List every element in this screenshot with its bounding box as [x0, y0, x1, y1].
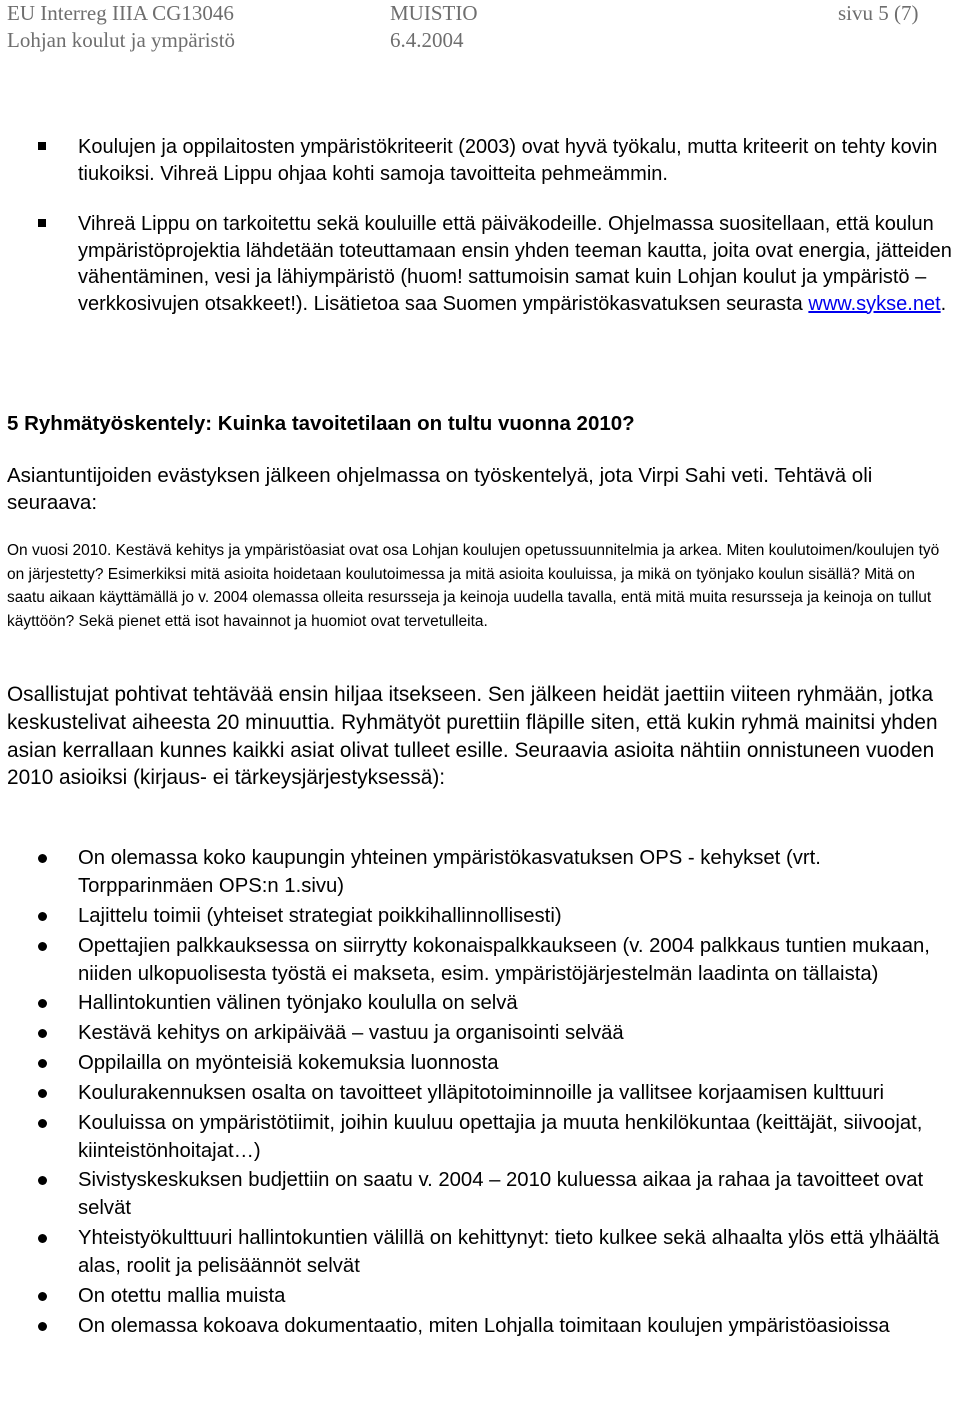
square-bullet-icon: [38, 142, 46, 150]
list-item: [38, 932, 954, 988]
list-item-text: Kouluissa on ympäristötiimit, joihin kuuluu opettajia ja muuta henkilökuntaa (keittäjät, siivoojat, kiinteistönhoitajat…): [78, 1111, 923, 1162]
square-bullet-icon: [38, 219, 46, 227]
section-heading: 5 Ryhmätyöskentely: Kuinka tavoitetilaan on tultu vuonna 2010?: [7, 412, 635, 435]
list-item-text: On otettu mallia muista: [78, 1284, 286, 1307]
body-paragraph: Osallistujat pohtivat tehtävää ensin hiljaa itsekseen. Sen jälkeen heidät jaettiin viiteen ryhmään, jotka keskustelivat aiheesta 20 minuuttia. Ryhmätyöt purettiin fläpille siten, että kukin ryhmä mainitsi yhden asian kerrallaan kunnes kaikki asiat olivat tulleet esille. Seuraavia asioita nähtiin onnistuneen vuoden 2010 asioiksi (kirjaus- ei tärkeysjärjestyksessä):: [7, 683, 938, 790]
list-item-text: On olemassa koko kaupungin yhteinen ympäristökasvatuksen OPS - kehykset (vrt. Torpparinmäen OPS:n 1.sivu): [78, 847, 821, 897]
list-item-text: Lajittelu toimii (yhteiset strategiat poikkihallinnollisesti): [78, 904, 562, 927]
list-item-text: Hallintokuntien välinen työnjako koululla on selvä: [78, 992, 518, 1015]
bullet-icon: [38, 942, 47, 951]
list-item-text: Sivistyskeskuksen budjettiin on saatu v. 2004 – 2010 kuluessa aikaa ja rahaa ja tavoitteet ovat selvät: [78, 1169, 924, 1220]
list-item-text: Opettajien palkkauksessa on siirrytty kokonaispalkkaukseen (v. 2004 palkkaus tuntien mukaan, niiden ulkopuolisesta työstä ei makseta, esim. ympäristöjärjestelmän laadinta on tällaista): [78, 934, 930, 985]
bullet-icon: [38, 1029, 47, 1038]
list-item: [38, 211, 954, 317]
bullet-icon: [38, 1176, 47, 1185]
bullet-icon: [38, 1292, 47, 1301]
task-description: On vuosi 2010. Kestävä kehitys ja ympäristöasiat ovat osa Lohjan koulujen opetussuunnitelmia ja arkea. Miten koulutoimen/koulujen työ on järjestetty? Esimerkiksi mitä asioita hoidetaan koulutoimessa ja mitä asioita kouluissa, ja mikä on työnjako koulun sisällä? Mitä on saatu aikaan käyttämällä jo v. 2004 olemassa olleita resursseja ja keinoja uudella tavalla, entä mitä muita resursseja ja keinoja on tullut käyttöön? Sekä pienet että isot havainnot ja huomiot ovat tervetulleita.: [7, 542, 940, 630]
list-item: [38, 1019, 954, 1047]
sykse-link[interactable]: www.sykse.net: [808, 292, 941, 315]
list-item: [38, 1312, 954, 1340]
header-page-number: sivu 5 (7): [838, 1, 919, 25]
list-item-text: Vihreä Lippu on tarkoitettu sekä kouluille että päiväkodeille. Ohjelmassa suositellaan, että koulun ympäristöprojektia lähdetään toteuttamaan ensin yhden teeman kautta, joita ovat energia, jätteiden vähentäminen, vesi ja lähiympäristö (huom! sattumoisin samat kuin Lohjan koulut ja ympäristö – verkkosivujen otsakkeet!). Lisätietoa saa Suomen ympäristökasvatuksen seurasta: [78, 213, 952, 315]
list-item-text: Oppilailla on myönteisiä kokemuksia luonnosta: [78, 1051, 499, 1074]
header-doc-type: MUISTIO: [390, 1, 478, 25]
list-item-text: Kestävä kehitys on arkipäivää – vastuu ja organisointi selvää: [78, 1022, 624, 1045]
list-item: [38, 1109, 954, 1165]
list-item: [38, 1079, 954, 1107]
header-org: EU Interreg IIIA CG13046: [7, 1, 234, 25]
bullet-icon: [38, 1089, 47, 1098]
list-item: [38, 1049, 954, 1077]
list-item: [38, 989, 954, 1017]
list-item: [38, 134, 954, 187]
list-item: [38, 844, 954, 900]
intro-paragraph: Asiantuntijoiden evästyksen jälkeen ohjelmassa on työskentelyä, jota Virpi Sahi veti. Tehtävä oli seuraava:: [7, 464, 873, 514]
list-item-text: Yhteistyökulttuuri hallintokuntien välillä on kehittynyt: tieto kulkee sekä alhaalta ylös että ylhäältä alas, roolit ja pelisäännöt selvät: [78, 1227, 940, 1278]
header-project: Lohjan koulut ja ympäristö: [7, 28, 236, 52]
list-item: [38, 902, 954, 930]
list-item-text-end: .: [940, 292, 947, 315]
bullet-icon: [38, 912, 47, 921]
bullet-icon: [38, 999, 47, 1008]
list-item: [38, 1282, 954, 1310]
list-item: [38, 1166, 954, 1222]
bullet-icon: [38, 1059, 47, 1068]
list-item-text: Koulujen ja oppilaitosten ympäristökriteerit (2003) ovat hyvä työkalu, mutta kriteerit on tehty kovin tiukoiksi. Vihreä Lippu ohjaa kohti samoja tavoitteita pehmeämmin.: [78, 136, 938, 185]
header-date: 6.4.2004: [390, 28, 464, 52]
bullet-icon: [38, 1322, 47, 1331]
list-item-text: Koulurakennuksen osalta on tavoitteet ylläpitotoiminnoille ja vallitsee korjaamisen kulttuuri: [78, 1081, 885, 1104]
list-item: [38, 1224, 954, 1280]
bullet-icon: [38, 854, 47, 863]
bullet-icon: [38, 1119, 47, 1128]
list-item-text: On olemassa kokoava dokumentaatio, miten Lohjalla toimitaan koulujen ympäristöasioissa: [78, 1314, 890, 1337]
results-list: [38, 844, 954, 1342]
notes-list: [38, 134, 954, 317]
bullet-icon: [38, 1234, 47, 1243]
